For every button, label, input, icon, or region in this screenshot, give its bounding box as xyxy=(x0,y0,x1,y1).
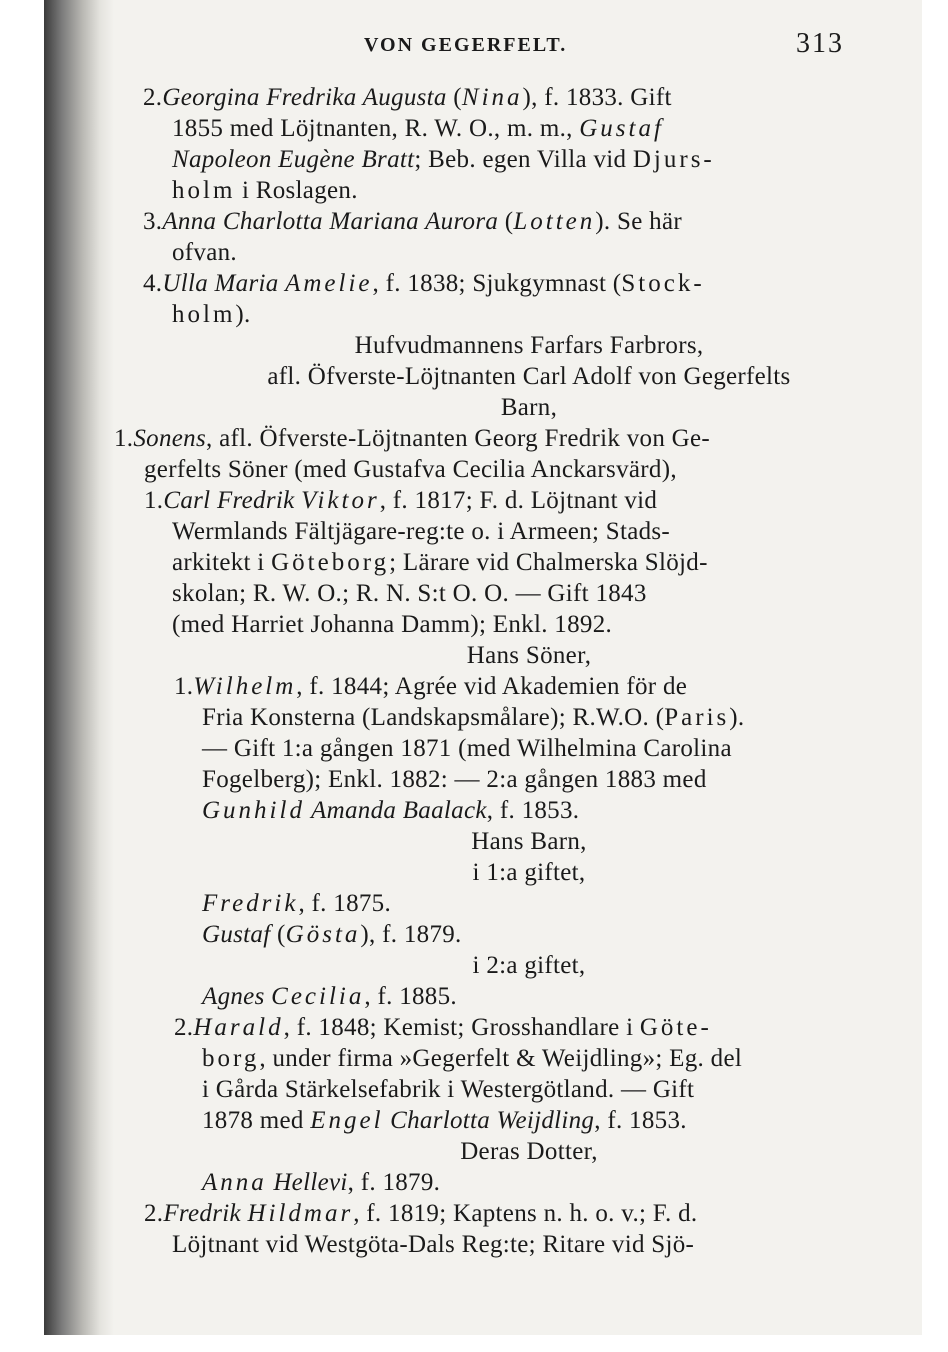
text-line xyxy=(149,1137,909,1167)
text-line xyxy=(172,145,715,175)
text-run: Fria Konsterna (Landskapsmålare); R.W.O. ( xyxy=(202,704,665,731)
text-run: holm xyxy=(172,177,236,204)
text-run: ; Lärare vid Chalmerska Slöjd- xyxy=(389,549,708,576)
text-run: , f. 1838; Sjukgymnast ( xyxy=(372,270,622,297)
text-run: skolan; R. W. O.; R. N. S:t O. O. — Gift 1843 xyxy=(172,580,647,607)
text-run: (med Harriet Johanna Damm); Enkl. 1892. xyxy=(172,611,613,638)
text-run: Hellevi xyxy=(266,1169,348,1196)
text-line xyxy=(144,455,677,485)
text-run: , f. 1819; Kaptens n. h. o. v.; F. d. xyxy=(353,1200,698,1227)
item-number: 1. xyxy=(174,673,194,700)
text-run: Djurs- xyxy=(632,146,715,173)
text-line xyxy=(202,1106,687,1136)
text-line xyxy=(172,517,670,547)
text-run: ( xyxy=(270,921,286,948)
text-run: Fogelberg); Enkl. 1882: — 2:a gången 1883 med xyxy=(202,766,707,793)
text-run: , f. 1875. xyxy=(298,890,392,917)
text-run: Charlotta Weijdling xyxy=(383,1107,595,1134)
text-line xyxy=(202,920,462,950)
text-run: Göteborg xyxy=(271,549,390,576)
text-run: Lotten xyxy=(513,208,596,235)
text-run: Gustaf xyxy=(202,921,271,948)
text-run: ). xyxy=(729,704,745,731)
book-page xyxy=(44,0,922,1335)
text-run: Engel xyxy=(310,1107,384,1134)
text-run: Anna Charlotta Mariana Aurora xyxy=(162,208,499,235)
text-line xyxy=(172,548,708,578)
text-line xyxy=(149,827,909,857)
running-title: VON GEGERFELT. xyxy=(364,34,568,56)
text-run: Anna xyxy=(202,1169,267,1196)
text-line xyxy=(174,1013,712,1043)
text-run: 1855 med Löjtnanten, R. W. O., m. m., xyxy=(172,115,580,142)
text-run: ( xyxy=(446,84,462,111)
text-run: , f. 1817; F. d. Löjtnant vid xyxy=(379,487,658,514)
item-number: 1. xyxy=(114,425,134,452)
text-line xyxy=(149,362,909,392)
text-run: Ulla Maria xyxy=(162,270,286,297)
text-line xyxy=(172,1230,694,1260)
text-line xyxy=(172,579,647,609)
item-number: 4. xyxy=(143,270,163,297)
text-run: , f. 1885. xyxy=(364,983,457,1010)
text-run: Wermlands Fältjägare-reg:te o. i Armeen; Stads- xyxy=(172,518,671,545)
text-line xyxy=(172,176,358,206)
page-header xyxy=(364,26,844,66)
text-line xyxy=(172,610,612,640)
text-line xyxy=(202,1044,742,1074)
text-run: i Gårda Stärkelsefabrik i Westergötland. — Gift xyxy=(202,1076,695,1103)
text-run: ), f. 1879. xyxy=(360,921,462,948)
text-run: Gustaf xyxy=(579,115,664,142)
text-run: Amelie xyxy=(285,270,373,297)
text-run: 1878 med xyxy=(202,1107,311,1134)
text-run: ). Se här xyxy=(595,208,682,235)
text-line xyxy=(172,300,251,330)
text-run: i 1:a giftet, xyxy=(472,859,586,886)
text-run: Barn, xyxy=(500,394,558,421)
text-run: Paris xyxy=(664,704,730,731)
text-run: holm xyxy=(172,301,236,328)
text-run: Hans Söner, xyxy=(466,642,592,669)
text-line xyxy=(202,1075,694,1105)
text-run: Gunhild xyxy=(202,797,305,824)
text-line xyxy=(114,424,710,454)
text-run: arkitekt i xyxy=(172,549,272,576)
text-run: ; Beb. egen Villa vid xyxy=(414,146,633,173)
text-line xyxy=(202,796,579,826)
text-run: Nina xyxy=(461,84,523,111)
text-run: , f. 1848; Kemist; Grosshandlare i xyxy=(283,1014,640,1041)
text-run: Fredrik xyxy=(202,890,299,917)
text-run: Cecilia xyxy=(271,983,365,1010)
text-run: gerfelts Söner (med Gustafva Cecilia Anckarsvärd), xyxy=(144,456,677,483)
text-run: , f. 1853. xyxy=(594,1107,687,1134)
text-line xyxy=(143,83,672,113)
text-run: i 2:a giftet, xyxy=(472,952,586,979)
text-run: , f. 1844; Agrée vid Akademien för de xyxy=(296,673,688,700)
text-line xyxy=(143,207,682,237)
text-run: Deras Dotter, xyxy=(460,1138,598,1165)
text-run: Georgina Fredrika Augusta xyxy=(162,84,447,111)
page-number: 313 xyxy=(796,28,844,59)
item-number: 2. xyxy=(143,84,163,111)
text-line xyxy=(144,1199,697,1229)
item-number: 3. xyxy=(143,208,163,235)
item-number: 2. xyxy=(144,1200,164,1227)
text-run: borg xyxy=(202,1045,260,1072)
text-run: , f. 1853. xyxy=(486,797,580,824)
text-line xyxy=(172,238,237,268)
text-line xyxy=(202,982,457,1012)
text-run: Hufvudmannens Farfars Farbrors, xyxy=(354,332,704,359)
text-run: Wilhelm xyxy=(193,673,297,700)
text-run: Agnes xyxy=(202,983,272,1010)
text-line xyxy=(144,486,657,516)
item-number: 2. xyxy=(174,1014,194,1041)
text-line xyxy=(202,889,391,919)
text-line xyxy=(143,269,705,299)
text-run: ), f. 1833. Gift xyxy=(522,84,672,111)
text-run: Stock- xyxy=(621,270,705,297)
text-run: Gösta xyxy=(285,921,361,948)
text-run: Sonens xyxy=(133,425,206,452)
text-line xyxy=(172,114,664,144)
text-line xyxy=(149,331,909,361)
text-run: i Roslagen. xyxy=(235,177,358,204)
text-line xyxy=(202,734,732,764)
text-run: Amanda Baalack xyxy=(304,797,487,824)
text-run: Harald xyxy=(193,1014,284,1041)
text-run: — Gift 1:a gången 1871 (med Wilhelmina Carolina xyxy=(202,735,732,762)
text-line xyxy=(202,703,744,733)
text-line xyxy=(149,641,909,671)
text-run: Löjtnant vid Westgöta-Dals Reg:te; Ritare vid Sjö- xyxy=(172,1231,695,1258)
text-run: , under firma »Gegerfelt & Weijdling»; Eg. del xyxy=(259,1045,743,1072)
text-run: Fredrik xyxy=(163,1200,248,1227)
text-run: ( xyxy=(498,208,514,235)
text-line xyxy=(149,858,909,888)
text-run: ofvan. xyxy=(172,239,237,266)
text-line xyxy=(149,951,909,981)
text-run: , afl. Öfverste-Löjtnanten Georg Fredrik von Ge- xyxy=(206,425,711,452)
text-run: Viktor xyxy=(301,487,380,514)
text-run: , f. 1879. xyxy=(347,1169,441,1196)
text-run: Hans Barn, xyxy=(471,828,587,855)
text-line xyxy=(202,1168,440,1198)
text-run: Göte- xyxy=(639,1014,712,1041)
text-run: Napoleon Eugène Bratt xyxy=(172,146,415,173)
text-run: Hildmar xyxy=(247,1200,354,1227)
text-line xyxy=(174,672,687,702)
book-spine-shadow xyxy=(44,0,114,1335)
text-run: Carl Fredrik xyxy=(163,487,302,514)
text-line xyxy=(149,393,909,423)
item-number: 1. xyxy=(144,487,164,514)
text-line xyxy=(202,765,707,795)
text-run: ). xyxy=(235,301,251,328)
text-run: afl. Öfverste-Löjtnanten Carl Adolf von Gegerfelts xyxy=(267,363,791,390)
